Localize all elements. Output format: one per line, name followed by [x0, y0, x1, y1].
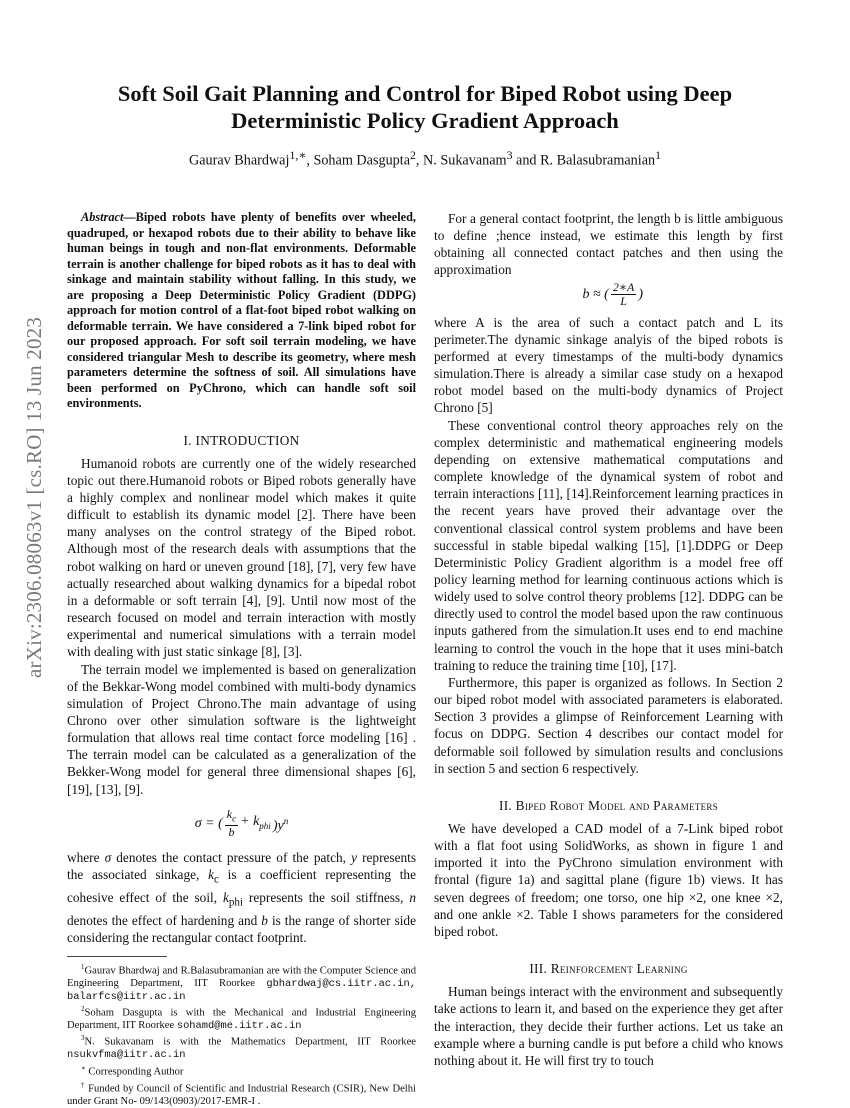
author-list: [60, 146, 790, 170]
eq-fraction: [225, 808, 238, 839]
eq-plus-term: + k: [240, 813, 260, 829]
author-affil: 1,∗: [289, 148, 307, 162]
right-paragraph-1: For a general contact footprint, the length b is little ambiguous to define ;hence instead, we estimate this length by first obtaining all connected contact patches and then using the approximation: [434, 211, 783, 278]
intro-paragraph-3: where σ denotes the contact pressure of the patch, y represents the associated sinkage, $k_c$ is a coefficient representing the cohesive effect of the soil, $k_{phi}$ represents the soil stiffness, n denotes the effect of hardening and b is the range of shorter side considering the rectangular contact footprint.: [67, 850, 416, 946]
author-affil: 2: [410, 148, 416, 162]
right-paragraph-4: Furthermore, this paper is organized as follows. In Section 2 our biped robot model with associated parameters is elaborated. Section 3 provides a glimpse of Reinforcement Learning with focus on DDPG. Section 4 describes our contact model for deformable soil followed by simulation results and conclusions in section 5 and section 6 respectively.: [434, 674, 783, 776]
eq2-denominator: L: [620, 293, 627, 308]
footnote-2: $^2$Soham Dasgupta is with the Mechanical and Industrial Engineering Department, IIT Roorkee sohamd@me.iitr.ac.in: [67, 1005, 416, 1032]
author-affil: 1: [655, 148, 662, 162]
right-paragraph-2: where A is the area of such a contact patch and L its perimeter.The dynamic sinkage analyis of the biped robots is performed at every timestamps of the multi-body dynamics simulation.There is already a similar case study on a hexapod robot model based on the multi-body dynamics of Project Chrono [5]: [434, 314, 783, 416]
section-heading-reinforcement-learning: III. Reinforcement Learning: [529, 961, 688, 977]
eq2-numerator: 2∗A: [612, 279, 635, 294]
left-column: [67, 210, 416, 1108]
eq-rhs: )y: [272, 818, 284, 834]
eq2-rhs: ): [638, 286, 643, 302]
abstract: [67, 210, 416, 412]
footnote-1-email: gbhardwaj@cs.iitr.ac.in, balarfcs@iitr.ac.in: [67, 978, 416, 1003]
eq-denominator: b: [228, 825, 235, 840]
author-name: , N. Sukavanam: [415, 152, 507, 169]
footnote-1: $^1$Gaurav Bhardwaj and R.Balasubramanian are with the Computer Science and Engineering Department, IIT Roorkee gbhardwaj@cs.iitr.ac.in, balarfcs@iitr.ac.in: [67, 963, 416, 1003]
abstract-label: Abstract: [81, 210, 124, 224]
equation-bekker-wong: [67, 808, 416, 839]
equation-b-approx: [434, 281, 783, 308]
footnote-3: $^3$N. Sukavanam is with the Mathematics Department, IIT Roorkee nsukvfma@iitr.ac.in: [67, 1034, 416, 1062]
footnote-3-email: nsukvfma@iitr.ac.in: [67, 1049, 186, 1062]
eq-numerator-sub: c: [232, 813, 237, 824]
author-name: and R. Balasubramanian: [512, 152, 656, 169]
author-affil: 3: [506, 148, 513, 162]
eq2-fraction: [611, 281, 637, 308]
eq-numerator: k: [226, 806, 233, 821]
author-name: , Soham Dasgupta: [306, 152, 410, 169]
intro-paragraph-1: Humanoid robots are currently one of the widely researched topic out there.Humanoid robots or Biped robots generally have a highly complex and nonlinear model which makes it quite difficult to establish its dynamic model [2]. There have been many analyses on the control strategy of the Biped robot. Although most of the research deals with assumptions that the robot walking on hard or uneven ground [18], [7], very few have actually researched about walking dynamics for a bipedal robot in a deformable or soft terrain [4], [9]. Until now most of the research focused on model and terrain interaction with mostly experimental and numerical simulations with a terrain model with dealing with just static sinkage [8], [3].: [67, 455, 416, 660]
paper-title: Soft Soil Gait Planning and Control for Biped Robot using Deep Deterministic Policy Gradient Approach: [117, 81, 733, 133]
biped-model-paragraph: We have developed a CAD model of a 7-Link biped robot with a flat foot using SolidWorks, as shown in figure 1 and imported it into the PyChrono simulation environment with frontal (figure 1a) and sagittal plane (figure 1b) views. It has seven degrees of freedom; one torso, one hip ×2, one knee ×2, and one ankle ×2. Table I shows parameters for the considered biped robot.: [434, 821, 783, 939]
rl-paragraph: Human beings interact with the environment and subsequently take actions to learn it, and based on the experience they get after the interaction, they decide their further actions. Let us take an example where a burning candle is put before a child who knows nothing about it. He will first try to touch: [434, 984, 783, 1068]
intro-paragraph-2: The terrain model we implemented is based on generalization of the Bekkar-Wong model combined with multi-body dynamics simulation of Project Chrono.The main advantage of using Chrono over other simulation software is the lightweight formulation that allows real time contact force modeling [16] . The terrain model can be calculated as a generalization of the Bekker-Wong model for general three dimensional shapes [6], [19], [13], [9].: [67, 661, 416, 797]
footnote-5: † Funded by Council of Scientific and Industrial Research (CSIR), New Delhi under Grant No- 09/143(0903)/2017-EMR-I .: [67, 1080, 416, 1107]
section-heading-introduction: I. INTRODUCTION: [183, 432, 300, 448]
eq-plus-sub: phi: [259, 820, 271, 831]
section-heading-biped-model: II. Biped Robot Model and Parameters: [498, 797, 719, 813]
arxiv-stamp: arXiv:2306.08063v1 [cs.RO] 13 Jun 2023: [22, 316, 46, 678]
right-column: [434, 210, 783, 1069]
footnote-4: ∗ Corresponding Author: [81, 1063, 184, 1078]
eq-lhs: σ = (: [194, 815, 223, 831]
abstract-text: —Biped robots have plenty of benefits over wheeled, quadruped, or hexapod robots due to their ability to behave like human beings in tough and non-flat environments. Deformable terrain is another challenge for biped robots as it has to deal with sinkage and maintain stability without falling. In this study, we are proposing a Deep Deterministic Policy Gradient (DDPG) approach for motion control of a flat-foot biped robot walking on deformable terrain. We have considered a 7-link biped robot for our proposed approach. For soft soil terrain modeling, we have considered triangular Mesh to describe its geometry, where mesh parameters determine the softness of soil. All simulations have been performed on PyChrono, which can handle soft soil environments.: [67, 210, 416, 410]
right-paragraph-3: These conventional control theory approaches rely on the complex deterministic and mathematical engineering models depending on extensive mathematical computations and complete knowledge of the dynamical system of robot and terrain interactions [11], [14].Reinforcement learning practices in the recent years have proved their advantage over the conventional classical control system problems and have been successful in stable bipedal walking [15], [1].DDPG or Deep Deterministic Policy Gradient algorithm is a model free off policy learning method for learning continuous actions which is widely used to solve control theory problems [12]. DDPG can be directly used to control the model based upon the raw continuous inputs gathered from the simulation.It uses end to end machine learning to control the vouch in the hope that it uses mini-batch training to reduce the training time [10], [17].: [434, 417, 783, 673]
footnotes: [67, 961, 416, 1108]
eq-rhs-sup: n: [283, 815, 289, 826]
footnote-2-email: sohamd@me.iitr.ac.in: [176, 1019, 302, 1032]
eq2-lhs: b ≈ (: [582, 286, 609, 302]
footnote-rule: [67, 956, 167, 957]
author-name: Gaurav Bhardwaj: [188, 152, 290, 169]
